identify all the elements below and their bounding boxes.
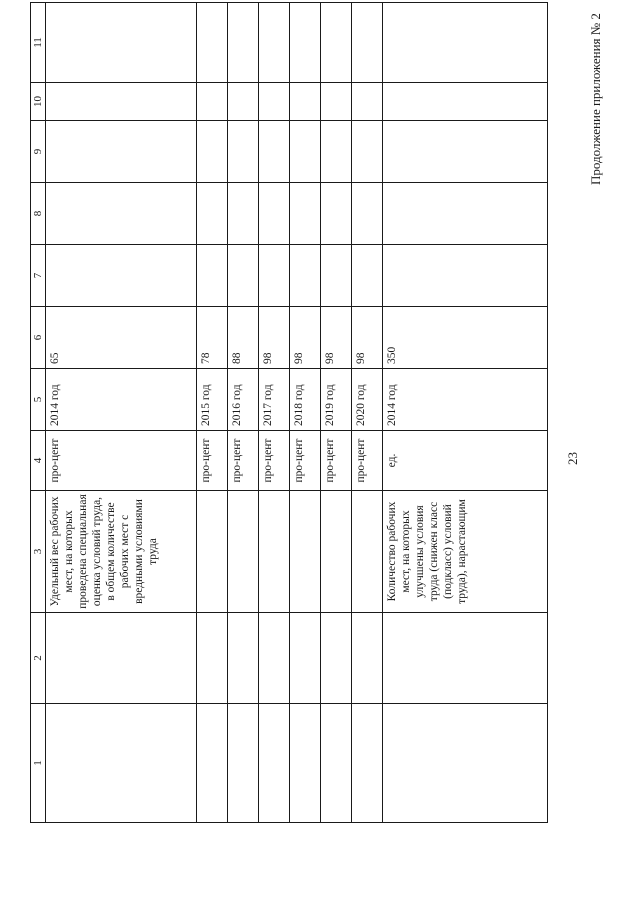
indicator-name: Количество рабочих мест, на которых улучшены условия труда (снижен класс (подкласс) условий труда), нарастающим bbox=[383, 491, 548, 613]
cell-col9 bbox=[259, 121, 290, 183]
cell-col2 bbox=[46, 613, 197, 704]
cell-col8 bbox=[197, 183, 228, 245]
cell-col3 bbox=[321, 491, 352, 613]
cell-col7 bbox=[321, 245, 352, 307]
cell-col10 bbox=[383, 83, 548, 121]
table-row bbox=[259, 3, 290, 823]
cell-col7 bbox=[197, 245, 228, 307]
cell-col10 bbox=[321, 83, 352, 121]
col-num-3: 3 bbox=[31, 491, 46, 613]
cell-col9 bbox=[383, 121, 548, 183]
value: 78 bbox=[197, 307, 228, 369]
cell-col10 bbox=[46, 83, 197, 121]
cell-col9 bbox=[290, 121, 321, 183]
year: 2019 год bbox=[321, 369, 352, 431]
col-num-2: 2 bbox=[31, 613, 46, 704]
unit: про-цент bbox=[46, 431, 197, 491]
value: 98 bbox=[259, 307, 290, 369]
data-table-wrapper bbox=[30, 2, 548, 823]
value: 98 bbox=[321, 307, 352, 369]
cell-col10 bbox=[259, 83, 290, 121]
cell-col2 bbox=[197, 613, 228, 704]
data-table bbox=[30, 2, 548, 823]
year: 2018 год bbox=[290, 369, 321, 431]
col-num-4: 4 bbox=[31, 431, 46, 491]
value: 98 bbox=[290, 307, 321, 369]
col-num-9: 9 bbox=[31, 121, 46, 183]
cell-col1 bbox=[290, 704, 321, 823]
cell-col1 bbox=[352, 704, 383, 823]
cell-col11 bbox=[383, 3, 548, 83]
cell-col1 bbox=[321, 704, 352, 823]
unit: про-цент bbox=[290, 431, 321, 491]
cell-col2 bbox=[321, 613, 352, 704]
cell-col7 bbox=[46, 245, 197, 307]
year: 2014 год bbox=[46, 369, 197, 431]
cell-col11 bbox=[228, 3, 259, 83]
cell-col11 bbox=[197, 3, 228, 83]
cell-col9 bbox=[197, 121, 228, 183]
cell-col1 bbox=[259, 704, 290, 823]
column-number-row bbox=[31, 3, 46, 823]
cell-col8 bbox=[290, 183, 321, 245]
cell-col9 bbox=[228, 121, 259, 183]
year: 2014 год bbox=[383, 369, 548, 431]
cell-col11 bbox=[259, 3, 290, 83]
table-row bbox=[290, 3, 321, 823]
cell-col3 bbox=[228, 491, 259, 613]
col-num-5: 5 bbox=[31, 369, 46, 431]
cell-col8 bbox=[383, 183, 548, 245]
cell-col11 bbox=[290, 3, 321, 83]
cell-col8 bbox=[352, 183, 383, 245]
cell-col3 bbox=[259, 491, 290, 613]
table-row bbox=[321, 3, 352, 823]
cell-col11 bbox=[46, 3, 197, 83]
cell-col2 bbox=[290, 613, 321, 704]
cell-col7 bbox=[290, 245, 321, 307]
year: 2017 год bbox=[259, 369, 290, 431]
cell-col9 bbox=[352, 121, 383, 183]
table-row bbox=[46, 3, 197, 823]
cell-col1 bbox=[46, 704, 197, 823]
table-row bbox=[228, 3, 259, 823]
cell-col9 bbox=[321, 121, 352, 183]
table-row bbox=[352, 3, 383, 823]
value: 350 bbox=[383, 307, 548, 369]
unit: про-цент bbox=[228, 431, 259, 491]
cell-col1 bbox=[197, 704, 228, 823]
cell-col7 bbox=[352, 245, 383, 307]
unit: ед. bbox=[383, 431, 548, 491]
cell-col3 bbox=[352, 491, 383, 613]
cell-col7 bbox=[259, 245, 290, 307]
unit: про-цент bbox=[321, 431, 352, 491]
cell-col2 bbox=[228, 613, 259, 704]
unit: про-цент bbox=[197, 431, 228, 491]
col-num-8: 8 bbox=[31, 183, 46, 245]
cell-col7 bbox=[383, 245, 548, 307]
value: 88 bbox=[228, 307, 259, 369]
cell-col8 bbox=[228, 183, 259, 245]
cell-col2 bbox=[383, 613, 548, 704]
cell-col2 bbox=[259, 613, 290, 704]
cell-col7 bbox=[228, 245, 259, 307]
cell-col3 bbox=[290, 491, 321, 613]
indicator-name: Удельный вес рабочих мест, на которых проведена специальная оценка условий труда, в общем количестве рабочих мест с вредными условиями труда bbox=[46, 491, 197, 613]
cell-col10 bbox=[228, 83, 259, 121]
cell-col10 bbox=[197, 83, 228, 121]
value: 65 bbox=[46, 307, 197, 369]
unit: про-цент bbox=[259, 431, 290, 491]
cell-col1 bbox=[228, 704, 259, 823]
table-row bbox=[383, 3, 548, 823]
appendix-caption: Продолжение приложения № 2 bbox=[588, 13, 603, 185]
value: 98 bbox=[352, 307, 383, 369]
year: 2015 год bbox=[197, 369, 228, 431]
col-num-7: 7 bbox=[31, 245, 46, 307]
year: 2016 год bbox=[228, 369, 259, 431]
page-number: 23 bbox=[565, 452, 580, 465]
cell-col8 bbox=[46, 183, 197, 245]
col-num-11: 11 bbox=[31, 3, 46, 83]
col-num-6: 6 bbox=[31, 307, 46, 369]
cell-col9 bbox=[46, 121, 197, 183]
cell-col8 bbox=[321, 183, 352, 245]
cell-col1 bbox=[383, 704, 548, 823]
cell-col11 bbox=[321, 3, 352, 83]
cell-col2 bbox=[352, 613, 383, 704]
cell-col10 bbox=[352, 83, 383, 121]
cell-col10 bbox=[290, 83, 321, 121]
cell-col3 bbox=[197, 491, 228, 613]
year: 2020 год bbox=[352, 369, 383, 431]
cell-col11 bbox=[352, 3, 383, 83]
table-row bbox=[197, 3, 228, 823]
cell-col8 bbox=[259, 183, 290, 245]
unit: про-цент bbox=[352, 431, 383, 491]
col-num-1: 1 bbox=[31, 704, 46, 823]
col-num-10: 10 bbox=[31, 83, 46, 121]
